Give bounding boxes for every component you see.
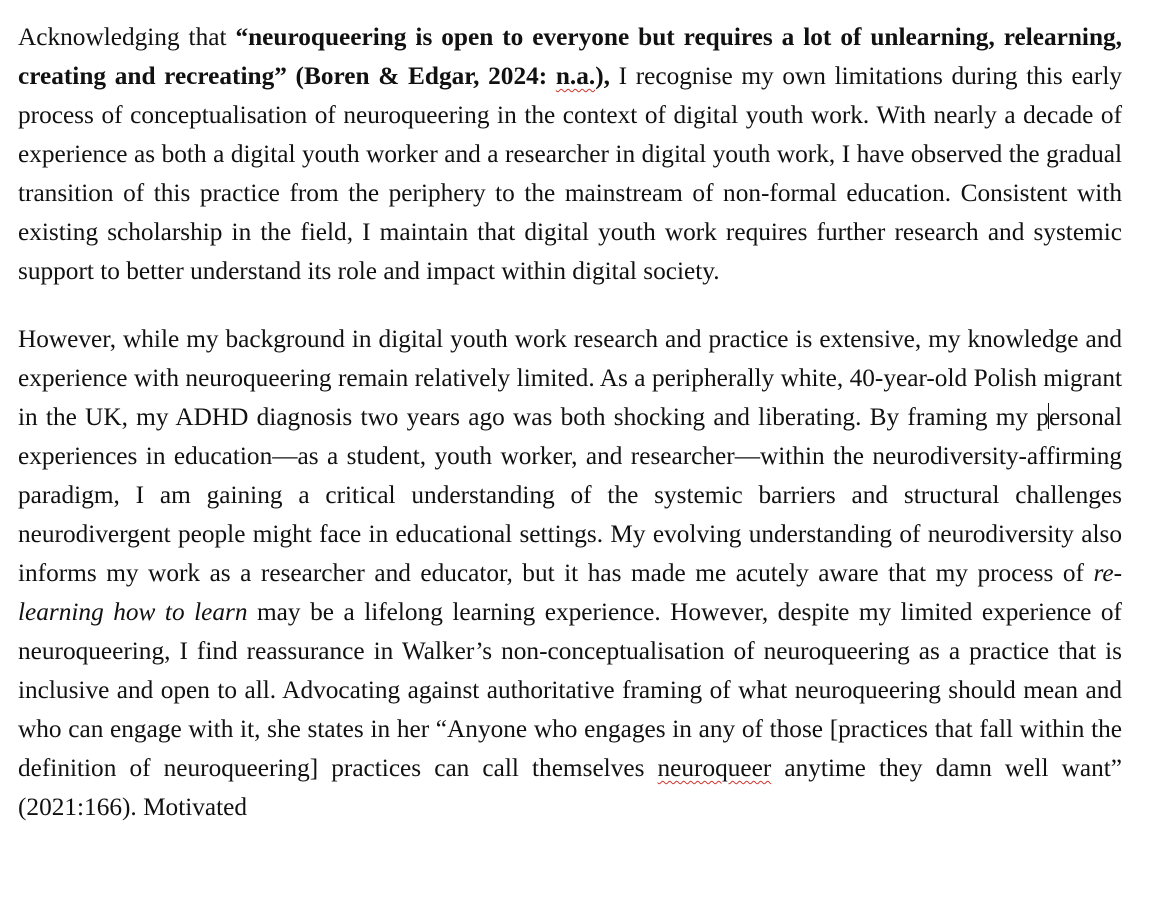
spellcheck-mark[interactable]: n.a. [555, 62, 596, 90]
p2-italic: re-learning how to learn [18, 559, 1122, 626]
p1-bold-text: “neuroqueering is open to everyone but requires a lot of unlearning, relearning, creating and recreating” (Boren & Edgar, 2024: [18, 23, 1122, 90]
paragraph-1[interactable] [18, 18, 1122, 291]
p2-text-2: ersonal experiences in education—as a student, youth worker, and researcher—within the neurodiversity-affirming paradigm, I am gaining a critical understanding of the systemic barriers and structural challenges neurodivergent people might face in educational settings. My evolving understanding of neurodiversity also informs my work as a researcher and educator, but it has made me acutely aware that my process of [18, 403, 1122, 587]
paragraph-2[interactable] [18, 320, 1122, 827]
p1-bold-end: ), [595, 62, 610, 90]
p1-text-1: Acknowledging that [18, 23, 236, 51]
p1-text-2: I recognise my own limitations during this early process of conceptualisation of neuroqueering in the context of digital youth work. With nearly a decade of experience as both a digital youth worker and a researcher in digital youth work, I have observed the gradual transition of this practice from the periphery to the mainstream of non-formal education. Consistent with existing scholarship in the field, I maintain that digital youth work requires further research and systemic support to better understand its role and impact within digital society. [18, 62, 1122, 285]
spellcheck-mark-2[interactable]: neuroqueer [657, 754, 772, 782]
p2-text-4: anytime they damn well want” (2021:166). Motivated [18, 754, 1122, 821]
p2-text-3: may be a lifelong learning experience. However, despite my limited experience of neuroqueering, I find reassurance in Walker’s non-conceptualisation of neuroqueering as a practice that is inclusive and open to all. Advocating against authoritative framing of what neuroqueering should mean and who can engage with it, she states in her “Anyone who engages in any of those [practices that fall within the definition of neuroqueering] practices can call themselves [18, 598, 1122, 782]
document-page[interactable] [18, 18, 1122, 856]
p2-text-1: However, while my background in digital youth work research and practice is extensive, my knowledge and experience with neuroqueering remain relatively limited. As a peripherally white, 40-year-old Polish migrant in the UK, my ADHD diagnosis two years ago was both shocking and liberating. By framing my p [18, 325, 1122, 431]
